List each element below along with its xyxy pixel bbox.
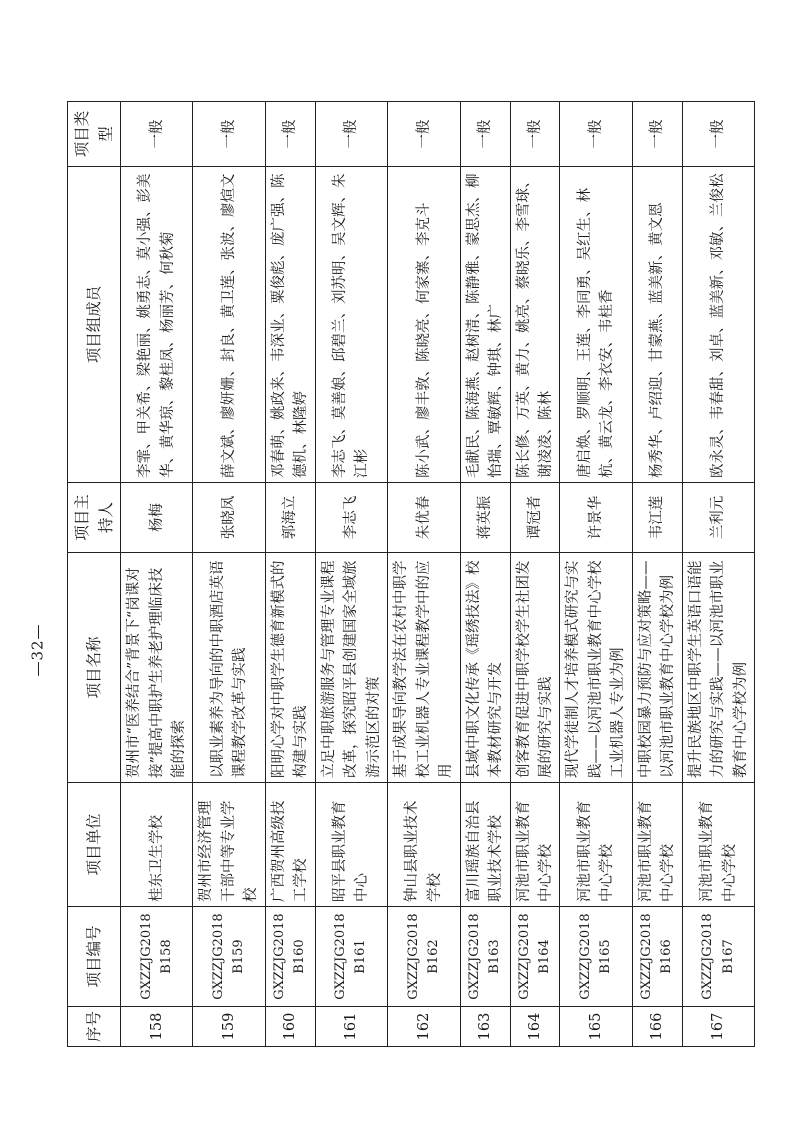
cell-code: GXZZJG2018B161 (315, 907, 387, 1007)
cell-code: GXZZJG2018B165 (560, 907, 632, 1007)
project-table-sheet (67, 102, 747, 1047)
table-row (121, 102, 193, 1047)
page-number (28, 590, 48, 710)
cell-name: 现代学徒制人才培养模式研究与实践——以河池市职业教育中心学校工业机器人专业为例 (560, 553, 632, 783)
cell-leader: 许景华 (560, 483, 632, 553)
cell-members: 邓春萌、姚政来、韦深业、粟俊彪、庞广强、陈德机、林隆婷 (265, 167, 315, 483)
cell-leader: 李志飞 (315, 483, 387, 553)
cell-seq: 161 (315, 1007, 387, 1047)
cell-members: 薛文斌、廖妍姗、封良、黄卫莲、张波、廖煊文 (193, 167, 265, 483)
cell-unit: 昭平县职业教育中心 (315, 783, 387, 907)
header-members: 项目组成员 (68, 167, 121, 483)
cell-leader: 谭冠者 (510, 483, 560, 553)
cell-code: GXZZJG2018B160 (265, 907, 315, 1007)
cell-seq: 158 (121, 1007, 193, 1047)
cell-members: 唐启焕、罗顺明、王莲、李同勇、吴红生、林杭、黄云龙、李衣安、韦桂香 (560, 167, 632, 483)
cell-type: 一般 (460, 102, 510, 167)
cell-members: 陈小武、廖丰敦、陈晓亮、何家寨、李克斗 (388, 167, 460, 483)
cell-name: 立足中职旅游服务与管理专业课程改革，探究昭平县创建国家全域旅游示范区的对策 (315, 553, 387, 783)
cell-seq: 162 (388, 1007, 460, 1047)
cell-code: GXZZJG2018B158 (121, 907, 193, 1007)
cell-type: 一般 (315, 102, 387, 167)
table-row (193, 102, 265, 1047)
cell-name: 以职业素养为导向的中职酒店英语课程教学改革与实践 (193, 553, 265, 783)
cell-leader: 蒋英振 (460, 483, 510, 553)
cell-members: 杨秀华、卢绍迎、甘蒙燕、蓝美新、黄文恩 (632, 167, 682, 483)
cell-members: 李霏、甲关希、梁艳丽、姚勇志、莫小强、彭美华、黄华琼、黎桂凤、杨丽芳、何秋菊 (121, 167, 193, 483)
cell-seq: 160 (265, 1007, 315, 1047)
cell-leader: 朱优春 (388, 483, 460, 553)
cell-seq: 163 (460, 1007, 510, 1047)
table-row (460, 102, 510, 1047)
page-number-text: —32— (29, 623, 47, 677)
table-row (388, 102, 460, 1047)
cell-unit: 广西贺州高级技工学校 (265, 783, 315, 907)
cell-name: 中职校园暴力预防与应对策略——以河池市职业教育中心学校为例 (632, 553, 682, 783)
cell-seq: 167 (682, 1007, 754, 1047)
cell-unit: 桂东卫生学校 (121, 783, 193, 907)
table-row (560, 102, 632, 1047)
header-seq: 序号 (68, 1007, 121, 1047)
project-table (67, 101, 755, 1047)
cell-type: 一般 (682, 102, 754, 167)
cell-members: 欧永灵、韦春甜、刘卓、蓝美新、邓敏、兰俊松 (682, 167, 754, 483)
cell-code: GXZZJG2018B167 (682, 907, 754, 1007)
cell-leader: 郭海立 (265, 483, 315, 553)
cell-type: 一般 (265, 102, 315, 167)
header-unit: 项目单位 (68, 783, 121, 907)
cell-unit: 贺州市经济管理干部中等专业学校 (193, 783, 265, 907)
cell-leader: 张晓凤 (193, 483, 265, 553)
cell-leader: 杨梅 (121, 483, 193, 553)
table-row (265, 102, 315, 1047)
cell-name: 贺州市“医养结合”背景下“岗课对接”提高中职护生养老护理临床技能的探索 (121, 553, 193, 783)
cell-name: 创客教育促进中职学校学生社团发展的研究与实践 (510, 553, 560, 783)
header-leader: 项目主持人 (68, 483, 121, 553)
header-name: 项目名称 (68, 553, 121, 783)
cell-members: 毛献民、陈海燕、赵树清、陈静雅、蒙思杰、柳怡瑞、覃敏辉、钟琪、林广 (460, 167, 510, 483)
cell-type: 一般 (388, 102, 460, 167)
cell-seq: 164 (510, 1007, 560, 1047)
cell-leader: 韦江莲 (632, 483, 682, 553)
cell-name: 县域中职文化传承《瑶绣技法》校本教材研究与开发 (460, 553, 510, 783)
cell-type: 一般 (121, 102, 193, 167)
cell-name: 阳明心学对中职学生德育新模式的构建与实践 (265, 553, 315, 783)
cell-type: 一般 (560, 102, 632, 167)
cell-members: 李志飞、莫善娘、邱碧兰、刘苏明、吴文辉、朱江彬 (315, 167, 387, 483)
cell-seq: 159 (193, 1007, 265, 1047)
cell-leader: 兰利元 (682, 483, 754, 553)
cell-type: 一般 (193, 102, 265, 167)
cell-unit: 钟山县职业技术学校 (388, 783, 460, 907)
cell-seq: 166 (632, 1007, 682, 1047)
cell-code: GXZZJG2018B164 (510, 907, 560, 1007)
cell-unit: 河池市职业教育中心学校 (560, 783, 632, 907)
cell-type: 一般 (632, 102, 682, 167)
table-row (632, 102, 682, 1047)
cell-name: 基于成果导向教学法在农村中职学校工业机器人专业课程教学中的应用 (388, 553, 460, 783)
cell-unit: 富川瑶族自治县职业技术学校 (460, 783, 510, 907)
cell-members: 陈长修、万英、黄力、姚亮、蔡晓乐、李雪球、谢凌凌、陈林 (510, 167, 560, 483)
table-header-row (68, 102, 121, 1047)
cell-unit: 河池市职业教育中心学校 (682, 783, 754, 907)
cell-seq: 165 (560, 1007, 632, 1047)
cell-name: 提升民族地区中职学生英语口语能力的研究与实践——以河池市职业教育中心学校为例 (682, 553, 754, 783)
cell-code: GXZZJG2018B166 (632, 907, 682, 1007)
cell-type: 一般 (510, 102, 560, 167)
cell-code: GXZZJG2018B162 (388, 907, 460, 1007)
cell-unit: 河池市职业教育中心学校 (510, 783, 560, 907)
header-type: 项目类型 (68, 102, 121, 167)
table-row (315, 102, 387, 1047)
table-row (682, 102, 754, 1047)
header-code: 项目编号 (68, 907, 121, 1007)
table-row (510, 102, 560, 1047)
cell-code: GXZZJG2018B163 (460, 907, 510, 1007)
cell-code: GXZZJG2018B159 (193, 907, 265, 1007)
cell-unit: 河池市职业教育中心学校 (632, 783, 682, 907)
